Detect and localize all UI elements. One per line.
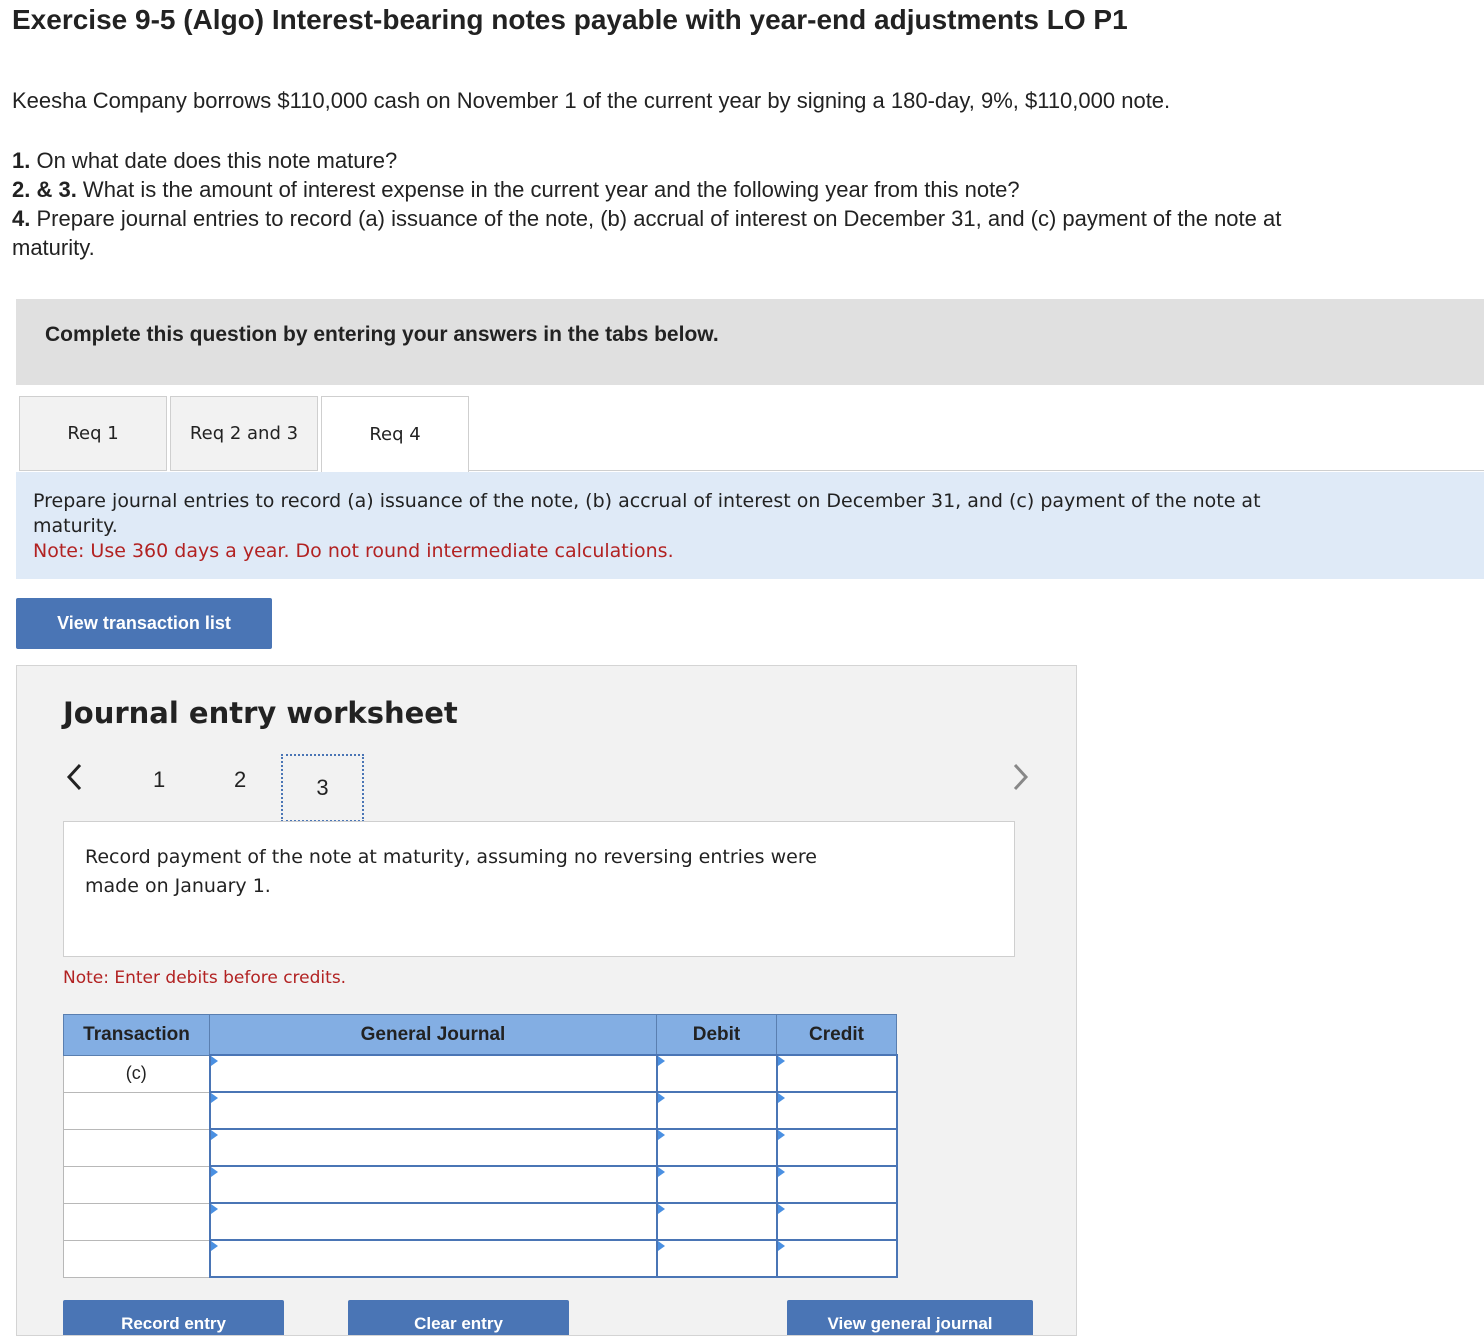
debit-input[interactable]	[657, 1092, 777, 1129]
credit-input[interactable]	[777, 1166, 897, 1203]
journal-table	[63, 1014, 898, 1278]
account-input[interactable]	[210, 1129, 657, 1166]
credit-input[interactable]	[777, 1129, 897, 1166]
transaction-cell	[64, 1092, 210, 1129]
entry-description: Record payment of the note at maturity, assuming no reversing entries were made on January 1.	[63, 821, 1015, 957]
view-general-journal-button[interactable]: View general journal	[787, 1300, 1033, 1336]
col-credit: Credit	[777, 1015, 897, 1056]
debit-input[interactable]	[657, 1166, 777, 1203]
account-input[interactable]	[210, 1240, 657, 1277]
credit-input[interactable]	[777, 1055, 897, 1092]
req-4-instruction	[16, 472, 1484, 579]
debits-note: Note: Enter debits before credits.	[63, 968, 347, 988]
page-1-link[interactable]: 1	[153, 767, 166, 792]
question-1: 1. On what date does this note mature?	[12, 148, 398, 173]
prev-page-icon[interactable]	[65, 762, 85, 798]
table-row	[64, 1166, 897, 1203]
tab-req-4[interactable]: Req 4	[321, 396, 469, 472]
question-2-3: 2. & 3. What is the amount of interest expense in the current year and the following year from this note?	[12, 177, 1020, 202]
table-row	[64, 1129, 897, 1166]
debit-input[interactable]	[657, 1055, 777, 1092]
table-row	[64, 1092, 897, 1129]
next-page-icon[interactable]	[1010, 762, 1030, 798]
tab-divider	[469, 470, 1484, 471]
debit-input[interactable]	[657, 1240, 777, 1277]
clear-entry-button[interactable]: Clear entry	[348, 1300, 569, 1336]
transaction-cell: (c)	[64, 1055, 210, 1092]
table-row	[64, 1055, 897, 1092]
journal-entry-worksheet	[16, 665, 1077, 1336]
credit-input[interactable]	[777, 1092, 897, 1129]
account-input[interactable]	[210, 1055, 657, 1092]
instructions-banner	[16, 299, 1484, 385]
worksheet-title: Journal entry worksheet	[63, 696, 458, 730]
col-debit: Debit	[657, 1015, 777, 1056]
tab-req-1[interactable]: Req 1	[19, 396, 167, 471]
instruction-line-2: maturity.	[33, 515, 118, 537]
record-entry-button[interactable]: Record entry	[63, 1300, 284, 1336]
instruction-note: Note: Use 360 days a year. Do not round intermediate calculations.	[33, 540, 674, 562]
banner-text: Complete this question by entering your answers in the tabs below.	[45, 323, 719, 346]
account-input[interactable]	[210, 1166, 657, 1203]
exercise-title: Exercise 9-5 (Algo) Interest-bearing notes payable with year-end adjustments LO P1	[12, 4, 1128, 35]
transaction-cell	[64, 1240, 210, 1277]
account-input[interactable]	[210, 1092, 657, 1129]
table-row	[64, 1240, 897, 1277]
problem-intro: Keesha Company borrows $110,000 cash on November 1 of the current year by signing a 180-day, 9%, $110,000 note.	[12, 88, 1171, 113]
debit-input[interactable]	[657, 1203, 777, 1240]
debit-input[interactable]	[657, 1129, 777, 1166]
page-2-link[interactable]: 2	[234, 767, 247, 792]
table-row	[64, 1203, 897, 1240]
view-transaction-list-button[interactable]: View transaction list	[16, 598, 272, 649]
credit-input[interactable]	[777, 1240, 897, 1277]
instruction-line-1: Prepare journal entries to record (a) issuance of the note, (b) accrual of interest on December 31, and (c) payment of the note at	[33, 490, 1261, 512]
transaction-cell	[64, 1166, 210, 1203]
transaction-cell	[64, 1203, 210, 1240]
question-4: 4. Prepare journal entries to record (a) issuance of the note, (b) accrual of interest on December 31, and (c) payment of the note at	[12, 206, 1282, 231]
credit-input[interactable]	[777, 1203, 897, 1240]
tab-req-2-and-3[interactable]: Req 2 and 3	[170, 396, 318, 471]
transaction-cell	[64, 1129, 210, 1166]
page-3-current[interactable]: 3	[281, 754, 364, 822]
question-4-continued: maturity.	[12, 235, 95, 260]
col-general-journal: General Journal	[210, 1015, 657, 1056]
col-transaction: Transaction	[64, 1015, 210, 1056]
account-input[interactable]	[210, 1203, 657, 1240]
